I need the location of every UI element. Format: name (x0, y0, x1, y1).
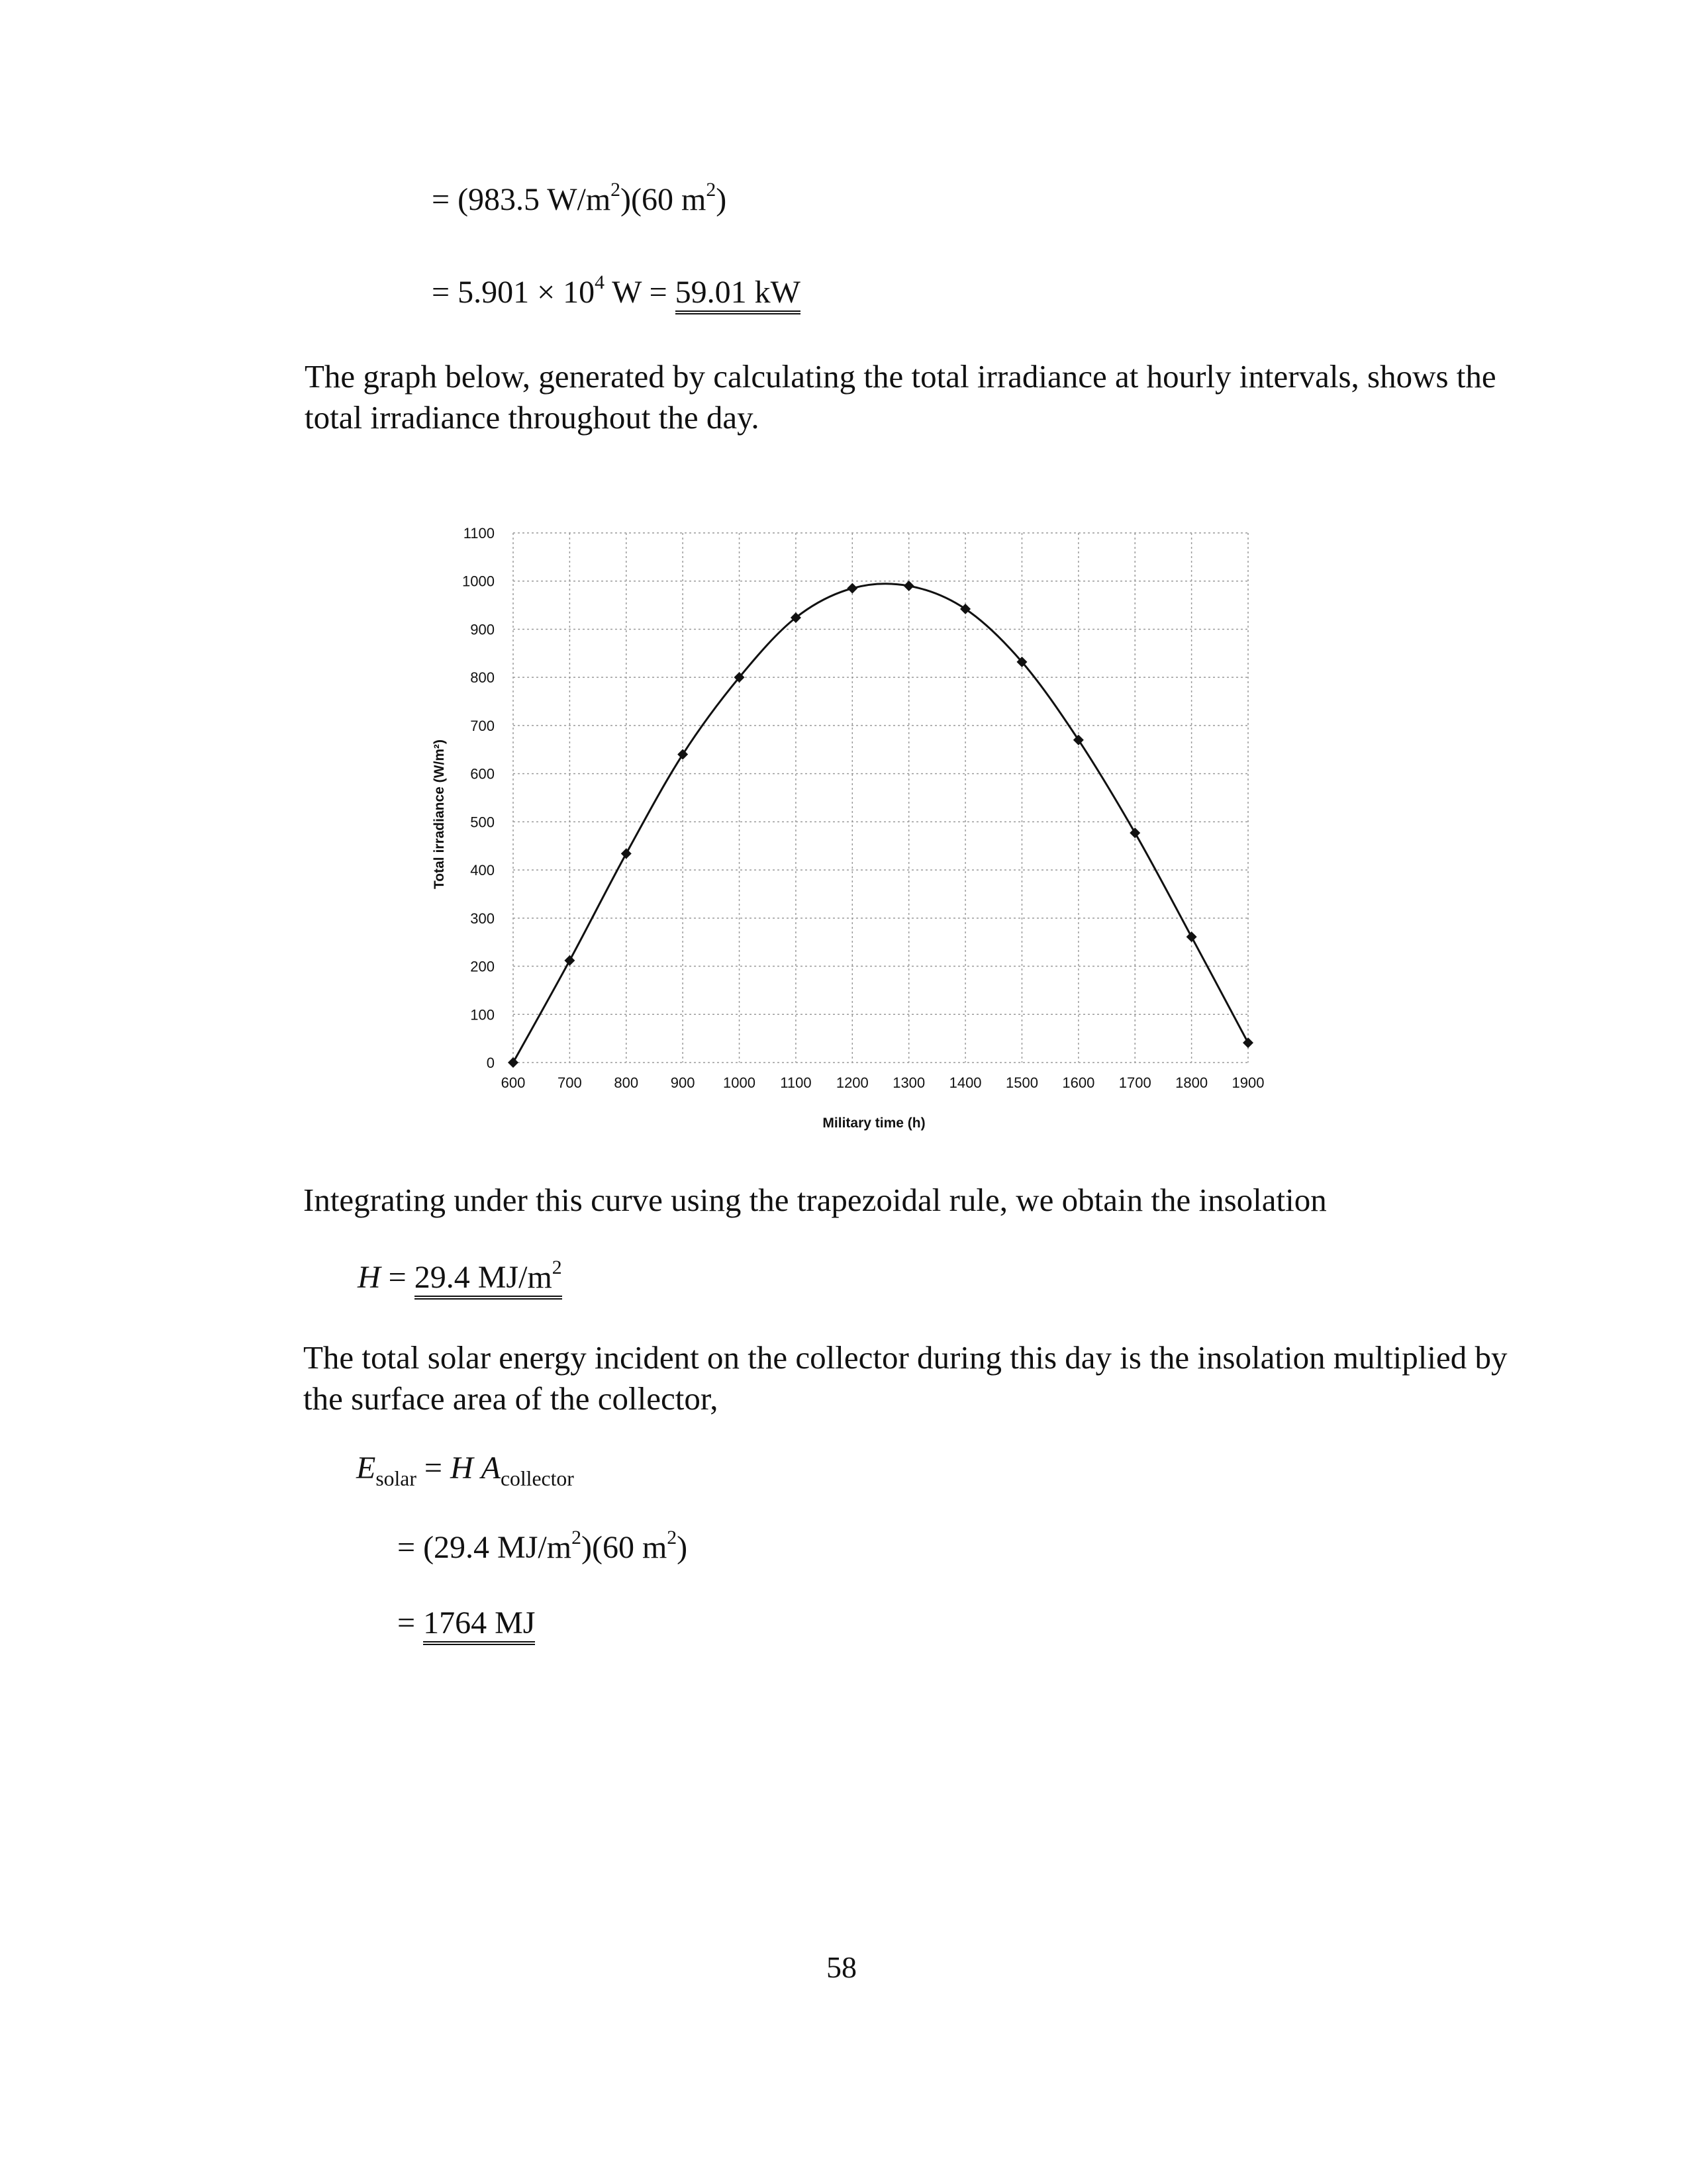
y-tick-label: 800 (470, 669, 495, 687)
eq1-sup2: 2 (706, 179, 716, 201)
eq5-sup1: 2 (571, 1527, 581, 1549)
paragraph-total-energy: The total solar energy incident on the collector during this day is the insolation multiplied by the surface area of the collector, (303, 1339, 1508, 1417)
equation-insolation (358, 1258, 562, 1298)
y-axis-label: Total irradiance (W/m²) (432, 739, 447, 889)
x-tick-label: 800 (614, 1074, 639, 1091)
eq5-prefix: = (29.4 MJ/m (397, 1530, 572, 1565)
eq1-sup1: 2 (610, 179, 621, 201)
eq2-result: 59.01 kW (675, 275, 800, 314)
x-tick-label: 700 (557, 1074, 582, 1091)
eq3-sup: 2 (552, 1257, 562, 1279)
data-point-marker (847, 583, 857, 594)
y-tick-label: 500 (470, 814, 495, 831)
y-tick-label: 400 (470, 862, 495, 879)
eq1-prefix: = (983.5 W/m (432, 182, 611, 217)
eq6-prefix: = (397, 1605, 424, 1640)
eq1-suffix: ) (716, 182, 727, 217)
y-tick-label: 900 (470, 621, 495, 638)
y-tick-label: 1000 (462, 573, 495, 590)
equation-esolar (356, 1448, 574, 1491)
equation-line-1 (432, 180, 726, 220)
eq1-mid: )(60 m (620, 182, 706, 217)
x-tick-label: 1600 (1062, 1074, 1095, 1091)
chart-ticks (462, 525, 1264, 1091)
x-axis-label: Military time (h) (822, 1116, 926, 1131)
paragraph-integration: Integrating under this curve using the trapezoidal rule, we obtain the insolation (303, 1182, 1327, 1218)
paragraph-graph-intro: The graph below, generated by calculating the total irradiance at hourly intervals, shows the total irradiance throughout the day. (305, 358, 1496, 436)
data-point-marker (1073, 735, 1084, 745)
equation-line-2 (432, 273, 800, 312)
x-tick-label: 1000 (723, 1074, 756, 1091)
y-tick-label: 1100 (463, 525, 495, 542)
y-tick-label: 600 (470, 765, 495, 783)
data-point-marker (677, 749, 688, 760)
y-tick-label: 0 (486, 1055, 495, 1071)
x-tick-label: 1200 (836, 1074, 869, 1091)
eq3-value: 29.4 MJ/m (414, 1260, 552, 1295)
x-tick-label: 1400 (949, 1074, 982, 1091)
eq3-value-wrap (414, 1257, 562, 1300)
eq2-prefix: = 5.901 × 10 (432, 275, 595, 310)
eq4-rhs-var1: H (450, 1450, 473, 1486)
eq5-mid: )(60 m (581, 1530, 667, 1565)
data-point-marker (564, 955, 575, 966)
eq3-var: H (358, 1260, 381, 1295)
data-point-marker (904, 581, 914, 591)
equation-esolar-values (397, 1528, 687, 1568)
eq2-exp: 4 (595, 271, 605, 294)
page-number: 58 (826, 1950, 857, 1984)
x-tick-label: 1500 (1005, 1074, 1038, 1091)
series-line (513, 584, 1248, 1063)
irradiance-chart (411, 513, 1271, 1149)
data-point-marker (508, 1057, 518, 1068)
eq5-suffix: ) (677, 1530, 688, 1565)
y-tick-label: 200 (470, 958, 495, 975)
x-tick-label: 1100 (780, 1074, 812, 1091)
eq2-mid: W = (605, 275, 675, 310)
eq4-lhs-sub: solar (375, 1467, 416, 1491)
y-tick-label: 700 (470, 717, 495, 734)
x-tick-label: 600 (501, 1074, 526, 1091)
x-tick-label: 900 (670, 1074, 695, 1091)
x-tick-label: 1700 (1118, 1074, 1151, 1091)
data-point-marker (1243, 1037, 1253, 1048)
y-tick-label: 100 (470, 1006, 495, 1023)
eq4-eq: = (416, 1450, 450, 1486)
y-tick-label: 300 (470, 910, 495, 927)
equation-esolar-result (397, 1603, 535, 1643)
eq4-rhs-sub: collector (500, 1467, 574, 1491)
x-tick-label: 1300 (893, 1074, 926, 1091)
chart-grid (513, 533, 1248, 1063)
eq4-rhs-var2: A (481, 1450, 501, 1486)
data-point-marker (1186, 931, 1197, 942)
x-tick-label: 1800 (1175, 1074, 1208, 1091)
eq5-sup2: 2 (667, 1527, 677, 1549)
eq3-eq: = (380, 1260, 414, 1295)
eq4-lhs-var: E (356, 1450, 376, 1486)
x-tick-label: 1900 (1232, 1074, 1265, 1091)
data-point-marker (1130, 828, 1140, 838)
eq6-result: 1764 MJ (423, 1605, 535, 1645)
data-point-marker (621, 848, 632, 859)
chart-markers (508, 581, 1253, 1068)
